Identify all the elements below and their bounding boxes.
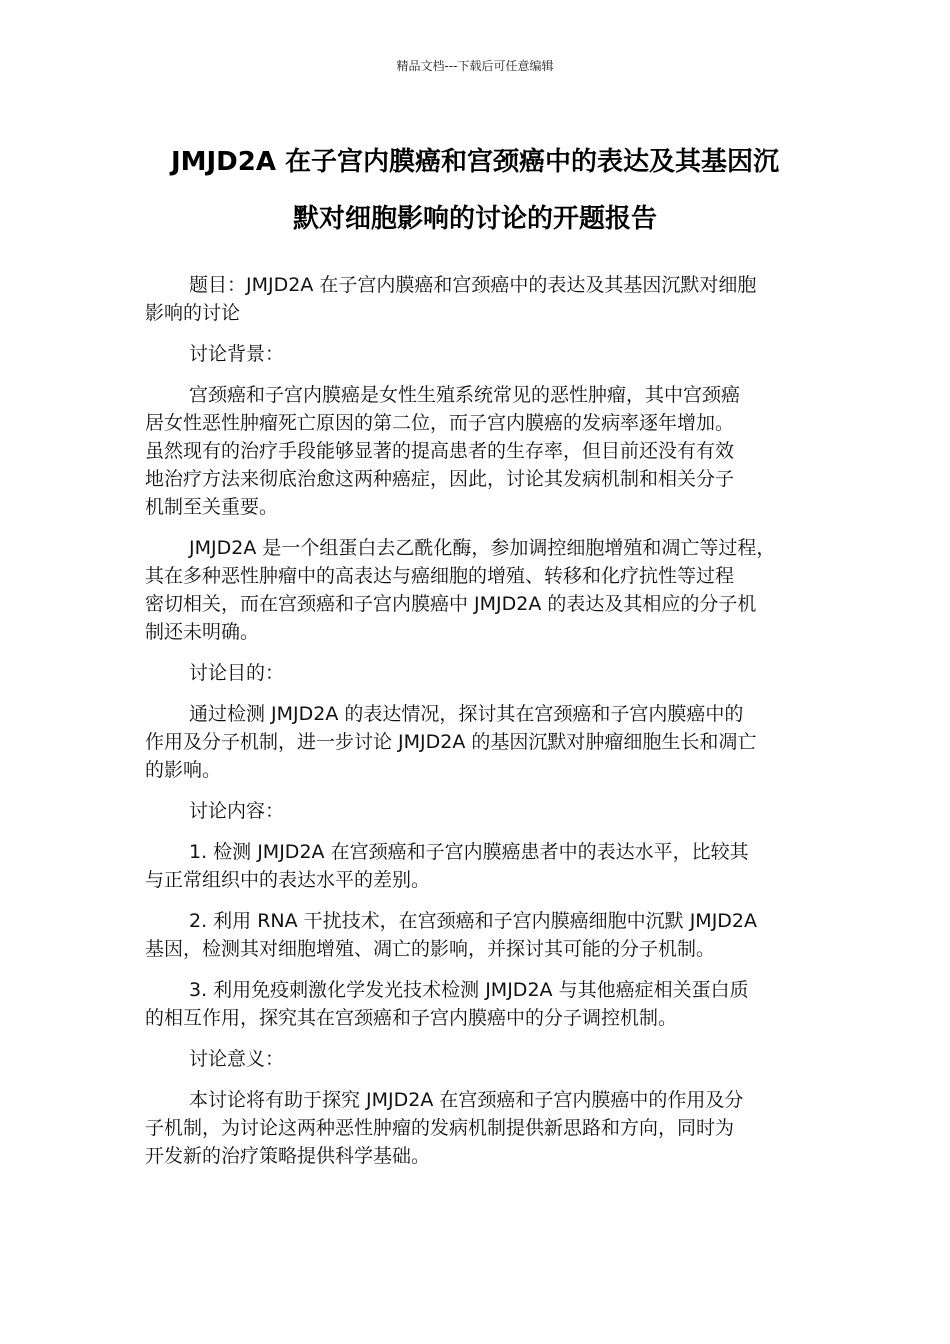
paragraph [145,797,813,825]
paragraph-line: 讨论背景： [189,343,285,365]
paragraph-line: 讨论目的： [189,662,285,684]
paragraph [145,659,813,687]
paragraph [145,907,813,963]
paragraph [145,1086,813,1170]
paragraph-line: 题目：JMJD2A 在子宫内膜癌和宫颈癌中的表达及其基因沉默对细胞 [189,274,757,296]
title-line: 默对细胞影响的讨论的开题报告 [292,204,657,234]
paragraph-line: 制还未明确。 [145,621,260,643]
paragraph-line: JMJD2A 是一个组蛋白去乙酰化酶，参加调控细胞增殖和凋亡等过程， [189,537,776,559]
paragraph-line: 密切相关，而在宫颈癌和子宫内膜癌中 JMJD2A 的表达及其相应的分子机 [145,593,757,615]
paragraph [145,700,813,784]
paragraph [145,838,813,894]
title-line: JMJD2A 在子宫内膜癌和宫颈癌中的表达及其基因沉 [170,147,780,177]
paragraph-line: 1. 检测 JMJD2A 在宫颈癌和子宫内膜癌患者中的表达水平，比较其 [189,841,749,863]
paragraph [145,976,813,1032]
paragraph-line: 其在多种恶性肿瘤中的高表达与癌细胞的增殖、转移和化疗抗性等过程 [145,565,735,587]
paragraph-line: 开发新的治疗策略提供科学基础。 [145,1145,431,1167]
paragraph-line: 的影响。 [145,759,222,781]
paragraph-line: 地治疗方法来彻底治愈这两种癌症，因此，讨论其发病机制和相关分子 [145,468,735,490]
paragraph [145,1045,813,1073]
paragraph-line: 2. 利用 RNA 干扰技术，在宫颈癌和子宫内膜癌细胞中沉默 JMJD2A [189,910,758,932]
paragraph-line: 虽然现有的治疗手段能够显著的提高患者的生存率，但目前还没有有效 [145,440,735,462]
document-body [145,271,813,1183]
paragraph-line: 影响的讨论 [145,302,241,324]
paragraph-line: 作用及分子机制，进一步讨论 JMJD2A 的基因沉默对肿瘤细胞生长和凋亡 [145,731,757,753]
paragraph-line: 居女性恶性肿瘤死亡原因的第二位，而子宫内膜癌的发病率逐年增加。 [145,412,735,434]
paragraph [145,534,813,646]
paragraph [145,340,813,368]
header-note: 精品文档---下载后可任意编辑 [396,59,554,73]
paragraph-line: 子机制，为讨论这两种恶性肿瘤的发病机制提供新思路和方向，同时为 [145,1117,735,1139]
paragraph [145,271,813,327]
paragraph-line: 基因，检测其对细胞增殖、凋亡的影响，并探讨其可能的分子机制。 [145,938,716,960]
paragraph-line: 本讨论将有助于探究 JMJD2A 在宫颈癌和子宫内膜癌中的作用及分 [189,1089,744,1111]
paragraph-line: 3. 利用免疫刺激化学发光技术检测 JMJD2A 与其他癌症相关蛋白质 [189,979,749,1001]
paragraph-line: 讨论意义： [189,1048,285,1070]
paragraph-line: 与正常组织中的表达水平的差别。 [145,869,431,891]
document-title [140,134,810,248]
paragraph [145,381,813,521]
paragraph-line: 的相互作用，探究其在宫颈癌和子宫内膜癌中的分子调控机制。 [145,1007,678,1029]
paragraph-line: 通过检测 JMJD2A 的表达情况，探讨其在宫颈癌和子宫内膜癌中的 [189,703,744,725]
paragraph-line: 机制至关重要。 [145,496,279,518]
paragraph-line: 宫颈癌和子宫内膜癌是女性生殖系统常见的恶性肿瘤，其中宫颈癌 [189,384,741,406]
paragraph-line: 讨论内容： [189,800,285,822]
